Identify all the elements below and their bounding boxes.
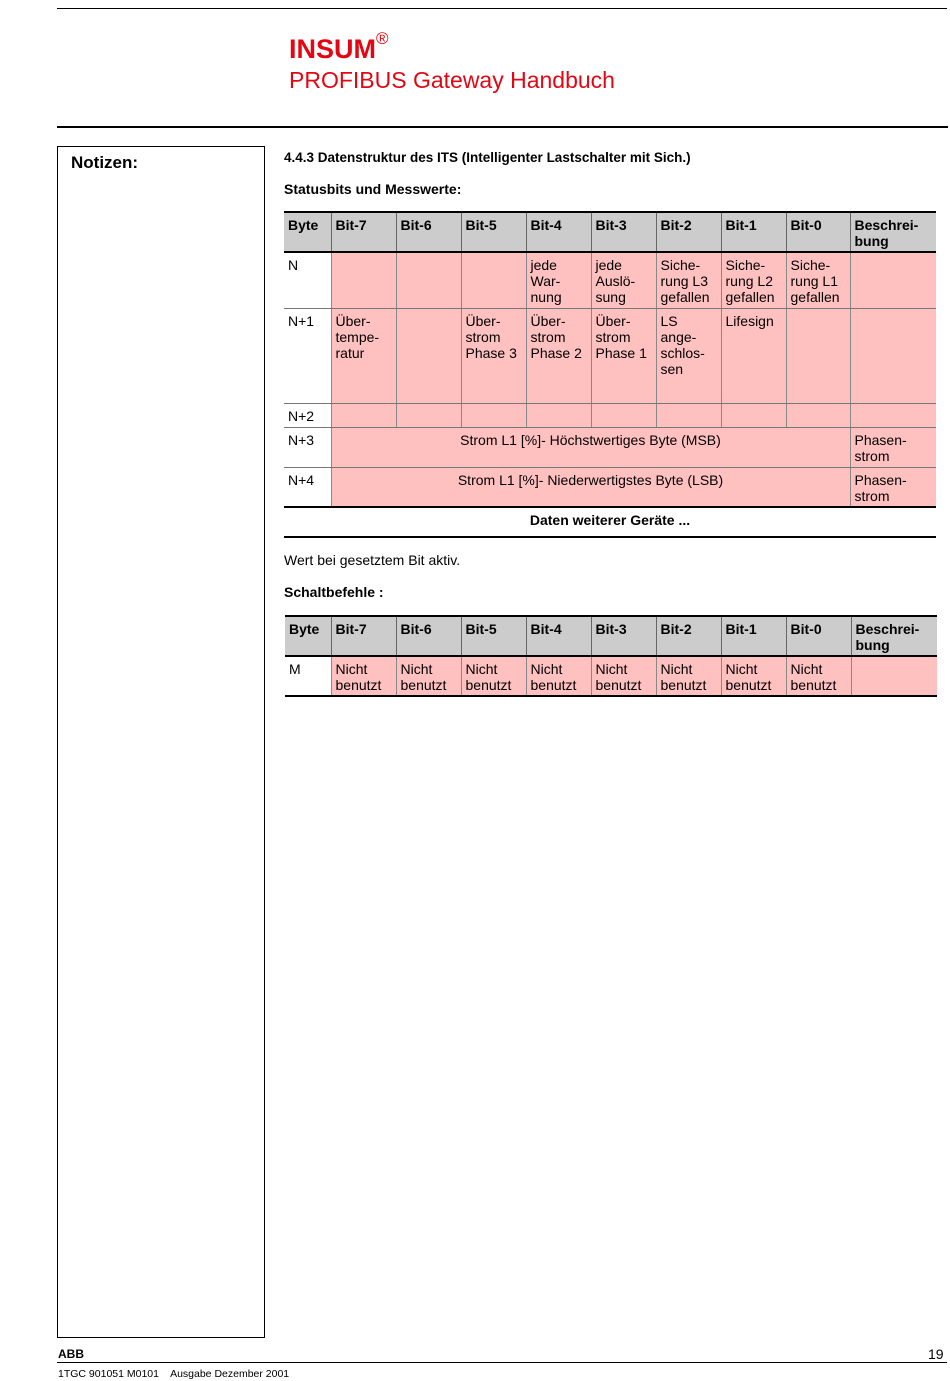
- brand-title: INSUM®: [289, 29, 389, 64]
- bit-cell: Nicht benutzt: [526, 656, 591, 696]
- table-row: [284, 252, 936, 308]
- document-header: [289, 26, 615, 94]
- table-row: [284, 403, 936, 427]
- command-table: [285, 615, 937, 697]
- bit-cell: Nicht benutzt: [396, 656, 461, 696]
- header-rule: [57, 126, 948, 128]
- bit-cell: [331, 403, 396, 427]
- bit-cell: [526, 403, 591, 427]
- measurement-cell: Strom L1 [%]- Niederwertigstes Byte (LSB): [331, 467, 850, 507]
- bit-cell: [786, 403, 850, 427]
- description-cell: Phasen- strom: [850, 467, 936, 507]
- more-devices-note: Daten weiterer Geräte ...: [284, 507, 936, 537]
- bit-cell: Über- strom Phase 2: [526, 308, 591, 403]
- description-cell: Phasen- strom: [850, 427, 936, 467]
- description-cell: [850, 403, 936, 427]
- bit-cell: Lifesign: [721, 308, 786, 403]
- header-cell: Bit-6: [396, 212, 461, 252]
- bit-cell: Siche- rung L3 gefallen: [656, 252, 721, 308]
- byte-cell: N+1: [284, 308, 331, 403]
- table-row: [285, 656, 937, 696]
- bit-cell: [396, 308, 461, 403]
- notes-box: [57, 146, 265, 1338]
- bit-cell: [721, 403, 786, 427]
- document-subtitle: PROFIBUS Gateway Handbuch: [289, 67, 615, 93]
- bit-cell: Über- strom Phase 3: [461, 308, 526, 403]
- header-cell: Bit-7: [331, 616, 396, 656]
- bit-cell: Über- strom Phase 1: [591, 308, 656, 403]
- bit-cell: LS ange- schlos- sen: [656, 308, 721, 403]
- header-cell: Byte: [284, 212, 331, 252]
- header-cell: Beschrei- bung: [850, 212, 936, 252]
- header-cell: Bit-0: [786, 616, 851, 656]
- bit-cell: [461, 403, 526, 427]
- status-table: [284, 211, 936, 538]
- measurement-cell: Strom L1 [%]- Höchstwertiges Byte (MSB): [331, 427, 850, 467]
- header-cell: Byte: [285, 616, 331, 656]
- header-cell: Bit-5: [461, 212, 526, 252]
- bit-cell: Siche- rung L1 gefallen: [786, 252, 850, 308]
- bit-cell: Nicht benutzt: [331, 656, 396, 696]
- bit-cell: Nicht benutzt: [656, 656, 721, 696]
- bit-cell: [591, 403, 656, 427]
- header-cell: Bit-4: [526, 212, 591, 252]
- header-cell: Bit-3: [591, 212, 656, 252]
- byte-cell: N+4: [284, 467, 331, 507]
- bit-note: Wert bei gesetztem Bit aktiv.: [284, 552, 461, 568]
- description-cell: [850, 252, 936, 308]
- notes-title: Notizen:: [71, 153, 139, 172]
- header-cell: Bit-3: [591, 616, 656, 656]
- byte-cell: M: [285, 656, 331, 696]
- header-cell: Bit-5: [461, 616, 526, 656]
- bit-cell: Nicht benutzt: [591, 656, 656, 696]
- page-number: 19: [928, 1346, 944, 1362]
- bit-cell: [656, 403, 721, 427]
- section-title: 4.4.3 Datenstruktur des ITS (Intelligenter Lastschalter mit Sich.): [284, 150, 691, 165]
- abb-logo: ABB: [58, 1347, 84, 1361]
- header-cell: Bit-4: [526, 616, 591, 656]
- description-cell: [850, 308, 936, 403]
- byte-cell: N+2: [284, 403, 331, 427]
- bit-cell: jede War- nung: [526, 252, 591, 308]
- footer-rule: [57, 1362, 947, 1363]
- byte-cell: N+3: [284, 427, 331, 467]
- bit-cell: Nicht benutzt: [721, 656, 786, 696]
- bit-cell: Siche- rung L2 gefallen: [721, 252, 786, 308]
- top-rule: [57, 8, 947, 9]
- bit-cell: [396, 252, 461, 308]
- bit-cell: [396, 403, 461, 427]
- bit-cell: [786, 308, 850, 403]
- byte-cell: N: [284, 252, 331, 308]
- header-cell: Beschrei- bung: [851, 616, 937, 656]
- table-row: [284, 308, 936, 403]
- document-info: 1TGC 901051 M0101 Ausgabe Dezember 2001: [58, 1368, 290, 1380]
- table-footer-row: [284, 507, 936, 537]
- status-table-header: [284, 212, 936, 252]
- table-row: [284, 467, 936, 507]
- header-cell: Bit-1: [721, 616, 786, 656]
- header-cell: Bit-7: [331, 212, 396, 252]
- header-cell: Bit-0: [786, 212, 850, 252]
- table-row: [284, 427, 936, 467]
- header-cell: Bit-2: [656, 212, 721, 252]
- header-cell: Bit-6: [396, 616, 461, 656]
- bit-cell: Über- tempe- ratur: [331, 308, 396, 403]
- status-heading: Statusbits und Messwerte:: [284, 181, 462, 197]
- bit-cell: [461, 252, 526, 308]
- command-table-header: [285, 616, 937, 656]
- bit-cell: [331, 252, 396, 308]
- description-cell: [851, 656, 937, 696]
- bit-cell: Nicht benutzt: [461, 656, 526, 696]
- header-cell: Bit-1: [721, 212, 786, 252]
- commands-heading: Schaltbefehle :: [284, 584, 384, 600]
- bit-cell: Nicht benutzt: [786, 656, 851, 696]
- header-cell: Bit-2: [656, 616, 721, 656]
- bit-cell: jede Auslö- sung: [591, 252, 656, 308]
